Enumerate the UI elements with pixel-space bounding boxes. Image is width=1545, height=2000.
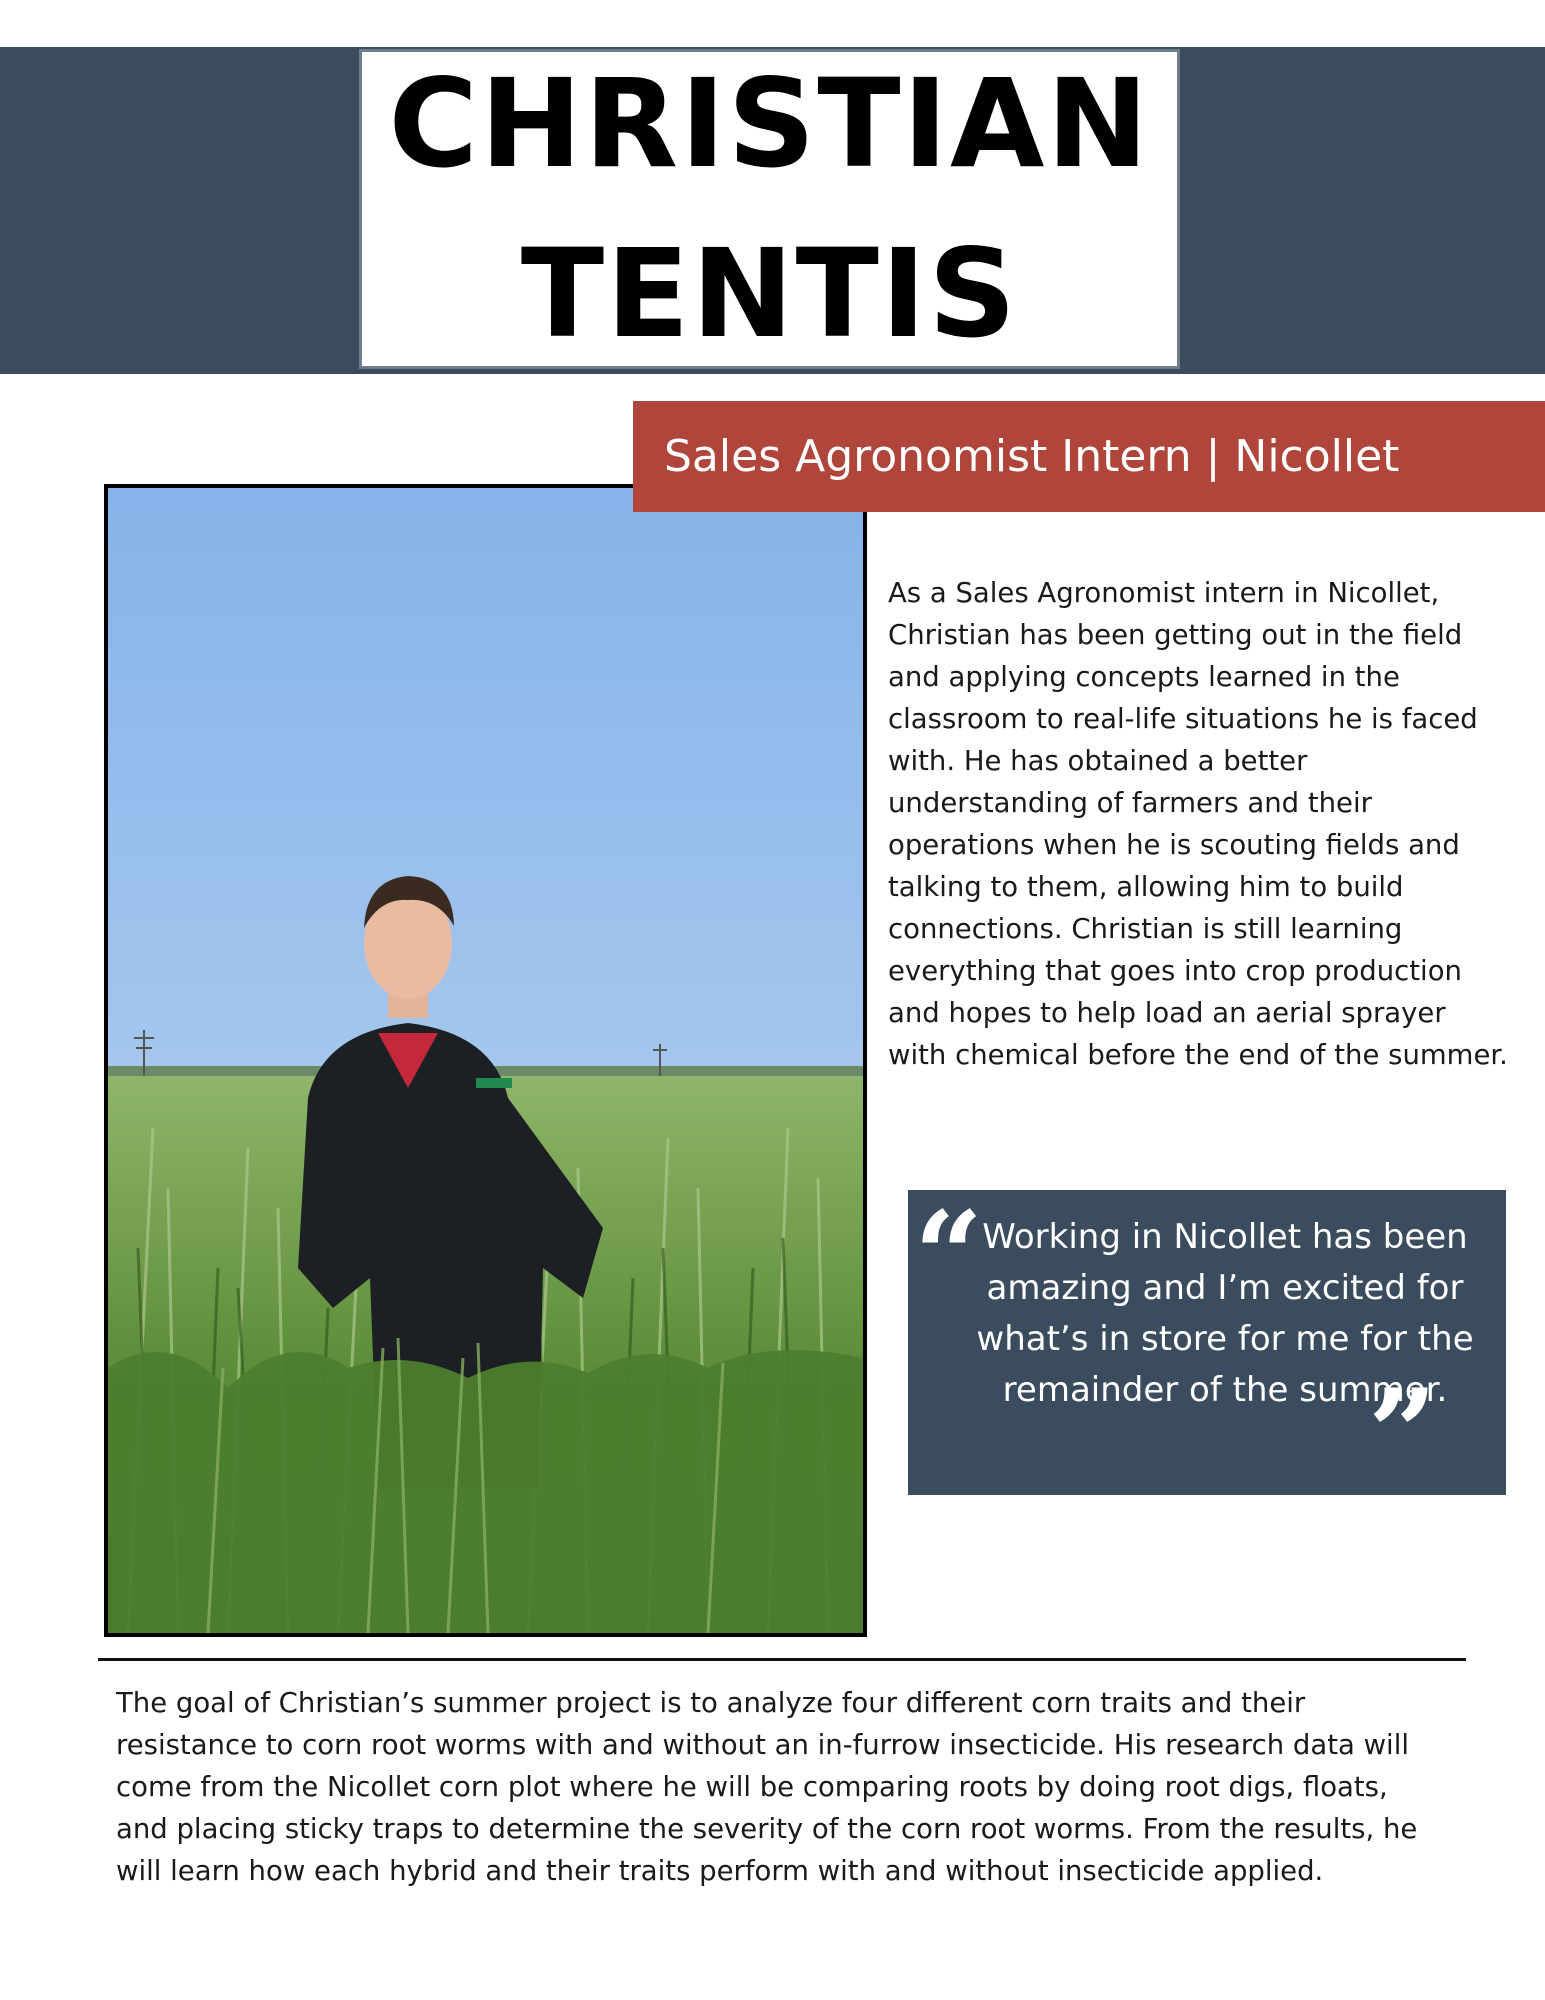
project-paragraph: The goal of Christian’s summer project is to analyze four different corn traits and their resistance to corn root worms with and without an in-furrow insecticide. His research data will come from the Nicollet corn plot where he will be comparing roots by doing root digs, floats, and placing sticky traps to determine the severity of the corn root worms. From the results, he will learn how each hybrid and their traits perform with and without insecticide applied. <box>116 1687 1418 1887</box>
first-name: CHRISTIAN <box>388 53 1151 195</box>
quote-text: Working in Nicollet has been amazing and I’m excited for what’s in store for me for the remainder of the summer. <box>976 1217 1474 1410</box>
field-photo-illustration <box>108 488 863 1633</box>
bio-paragraph: As a Sales Agronomist intern in Nicollet, Christian has been getting out in the field and applying concepts learned in the classroom to real-life situations he is faced with. He has obtained a better understanding of farmers and their operations when he is scouting fields and talking to them, allowing him to build connections. Christian is still learning everything that goes into crop production and hopes to help load an aerial sprayer with chemical before the end of the summer. <box>888 577 1508 1071</box>
quote-box <box>908 1185 1506 1504</box>
last-name: TENTIS <box>520 223 1019 365</box>
close-quote-icon: ” <box>1368 1363 1438 1504</box>
section-divider <box>98 1658 1466 1661</box>
role-banner: Sales Agronomist Intern | Nicollet <box>633 401 1545 512</box>
open-quote-icon: “ <box>914 1185 984 1326</box>
profile-photo <box>104 484 867 1637</box>
name-box <box>362 52 1177 366</box>
